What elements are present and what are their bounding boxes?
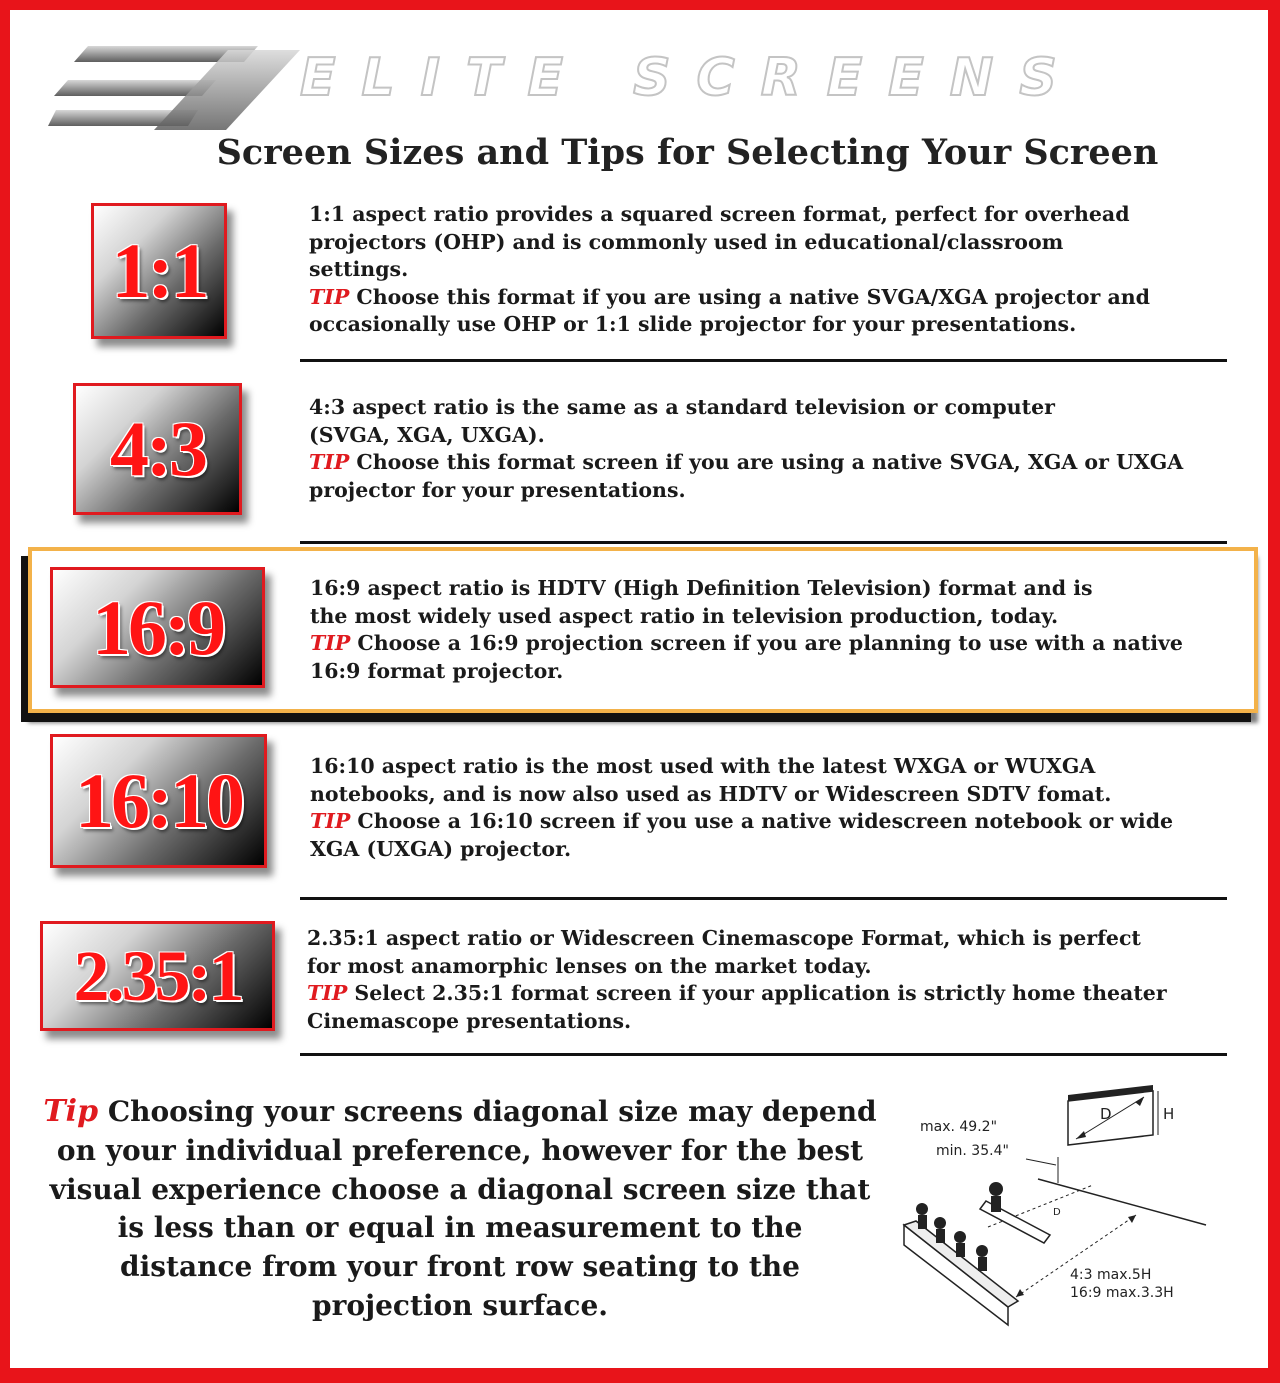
ratio-description-16-10 [310, 753, 1240, 863]
distance-label: D [1053, 1207, 1061, 1218]
desc-line: Cinemascope presentations. [307, 1008, 632, 1033]
tip-text: Choose this format screen if you are using a native SVGA, XGA or UXGA [356, 450, 1184, 474]
tip-line: visual experience choose a diagonal screen size that [49, 1172, 871, 1206]
ratio-description-2-35-1 [307, 925, 1237, 1035]
desc-line: 1:1 aspect ratio provides a squared screen format, perfect for overhead [309, 202, 1130, 226]
divider [300, 897, 1227, 900]
tip-line [310, 630, 1240, 658]
tip-label: TIP [307, 981, 348, 1005]
divider [300, 1053, 1227, 1056]
max-height-label: max. 49.2" [920, 1119, 998, 1135]
tip-text: Choosing your screens diagonal size may depend [107, 1095, 877, 1128]
height-label: H [1163, 1105, 1175, 1123]
tip-label: Tip [43, 1094, 99, 1129]
ratio-badge-4-3: 4:3 [73, 383, 242, 515]
tip-line: is less than or equal in measurement to the [117, 1211, 803, 1245]
desc-line: 16:10 aspect ratio is the most used with the latest WXGA or WUXGA [310, 754, 1096, 778]
tip-first-line [30, 1093, 890, 1132]
diag-label: D [1100, 1105, 1112, 1123]
desc-line: projectors (OHP) and is commonly used in educational/classroom [309, 229, 1064, 254]
divider [300, 359, 1227, 362]
tip-line [310, 808, 1240, 836]
ratio-description-16-9 [310, 575, 1240, 685]
tip-line: distance from your front row seating to the [120, 1250, 800, 1284]
desc-line: (SVGA, XGA, UXGA). [309, 422, 545, 447]
seating-row-back [980, 1201, 1050, 1243]
ratio-badge-16-9: 16:9 [50, 567, 265, 688]
ratio-description-1-1 [309, 201, 1229, 339]
tip-text: Choose a 16:9 projection screen if you are planning to use with a native [357, 631, 1183, 655]
desc-line: the most widely used aspect ratio in television production, today. [310, 603, 1059, 628]
viewing-distance-diagram [888, 1075, 1208, 1345]
desc-line: projector for your presentations. [309, 477, 686, 502]
ratio-4-3-note: 4:3 max.5H [1070, 1267, 1152, 1283]
desc-line: 2.35:1 aspect ratio or Widescreen Cinemascope Format, which is perfect [307, 926, 1141, 950]
min-height-label: min. 35.4" [936, 1143, 1009, 1159]
tip-line [307, 980, 1237, 1008]
ratio-badge-16-10: 16:10 [50, 734, 267, 868]
desc-line: notebooks, and is now also used as HDTV or Widescreen SDTV fomat. [310, 781, 1112, 806]
page-title: Screen Sizes and Tips for Selecting Your Screen [216, 132, 1159, 173]
desc-line: 16:9 format projector. [310, 658, 564, 683]
desc-line: for most anamorphic lenses on the market today. [307, 953, 872, 978]
desc-line: occasionally use OHP or 1:1 slide projector for your presentations. [309, 312, 1077, 336]
tip-label: TIP [309, 450, 350, 474]
tip-label: TIP [310, 631, 351, 655]
desc-line: XGA (UXGA) projector. [310, 836, 572, 861]
infographic-page [10, 10, 1268, 1368]
tip-line [309, 449, 1239, 477]
tip-text: Choose a 16:10 screen if you use a native widescreen notebook or wide [357, 809, 1174, 833]
brand-wordmark: ELITE SCREENS [300, 48, 1083, 108]
ratio-16-9-note: 16:9 max.3.3H [1070, 1285, 1174, 1301]
divider [300, 541, 1227, 544]
diagonal-size-tip [30, 1093, 890, 1326]
ratio-description-4-3 [309, 394, 1239, 504]
desc-line: settings. [309, 257, 409, 281]
tip-text: Select 2.35:1 format screen if your application is strictly home theater [354, 981, 1167, 1005]
tip-line: projection surface. [311, 1288, 609, 1322]
tip-text: Choose this format if you are using a native SVGA/XGA projector and [356, 284, 1151, 309]
tip-label: TIP [309, 284, 350, 309]
tip-label: TIP [310, 809, 351, 833]
ratio-badge-1-1: 1:1 [91, 203, 227, 339]
tip-line [309, 284, 1229, 312]
tip-line: on your individual preference, however for the best [56, 1133, 864, 1167]
desc-line: 16:9 aspect ratio is HDTV (High Definition Television) format and is [310, 576, 1093, 600]
ratio-badge-2-35-1: 2.35:1 [40, 921, 275, 1031]
desc-line: 4:3 aspect ratio is the same as a standard television or computer [309, 395, 1055, 419]
